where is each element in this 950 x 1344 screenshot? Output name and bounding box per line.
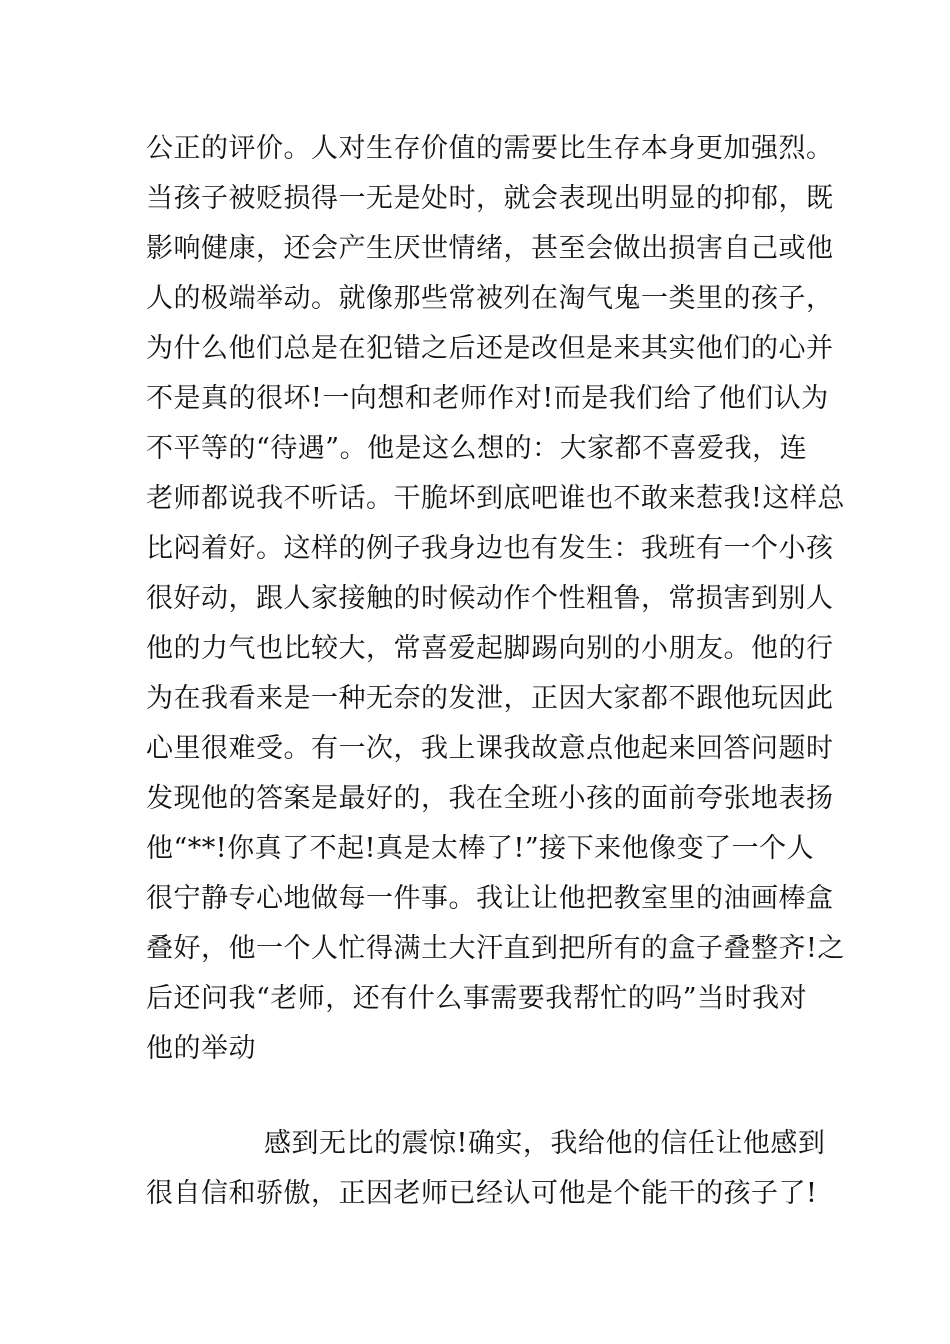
- text-line: 发现他的答案是最好的，我在全班小孩的面前夸张地表扬: [146, 783, 834, 814]
- text-line: 他“**!你真了不起!真是太棒了!”接下来他像变了一个人: [146, 833, 815, 864]
- text-line: 公正的评价。人对生存价值的需要比生存本身更加强烈。: [146, 133, 834, 164]
- text-line: 心里很难受。有一次，我上课我故意点他起来回答问题时: [146, 733, 834, 764]
- text-line: 影响健康，还会产生厌世情绪，甚至会做出损害自己或他: [146, 233, 834, 264]
- text-line: 感到无比的震惊!确实，我给他的信任让他感到: [264, 1128, 826, 1159]
- text-line: 人的极端举动。就像那些常被列在淘气鬼一类里的孩子，: [146, 283, 834, 314]
- text-line: 不是真的很坏!一向想和老师作对!而是我们给了他们认为: [146, 383, 829, 414]
- text-line: 比闷着好。这样的例子我身边也有发生：我班有一个小孩: [146, 533, 834, 564]
- text-line: 后还问我“老师，还有什么事需要我帮忙的吗”当时我对: [146, 983, 808, 1014]
- text-line: 老师都说我不听话。干脆坏到底吧谁也不敢来惹我!这样总: [146, 483, 845, 514]
- text-line: 叠好，他一个人忙得满土大汗直到把所有的盒子叠整齐!之: [146, 933, 845, 964]
- text-line: 当孩子被贬损得一无是处时，就会表现出明显的抑郁，既: [146, 183, 834, 214]
- text-line: 他的力气也比较大，常喜爱起脚踢向别的小朋友。他的行: [146, 633, 834, 664]
- text-line: 不平等的“待遇”。他是这么想的：大家都不喜爱我，连: [146, 433, 808, 464]
- text-line: 为在我看来是一种无奈的发泄，正因大家都不跟他玩因此: [146, 683, 834, 714]
- text-line: 很好动，跟人家接触的时候动作个性粗鲁，常损害到别人: [146, 583, 834, 614]
- text-line: 为什么他们总是在犯错之后还是改但是来其实他们的心并: [146, 333, 834, 364]
- text-line: 很宁静专心地做每一件事。我让让他把教室里的油画棒盒: [146, 883, 834, 914]
- text-line: 很自信和骄傲，正因老师已经认可他是个能干的孩子了!: [146, 1178, 818, 1209]
- text-line: 他的举动: [146, 1033, 256, 1064]
